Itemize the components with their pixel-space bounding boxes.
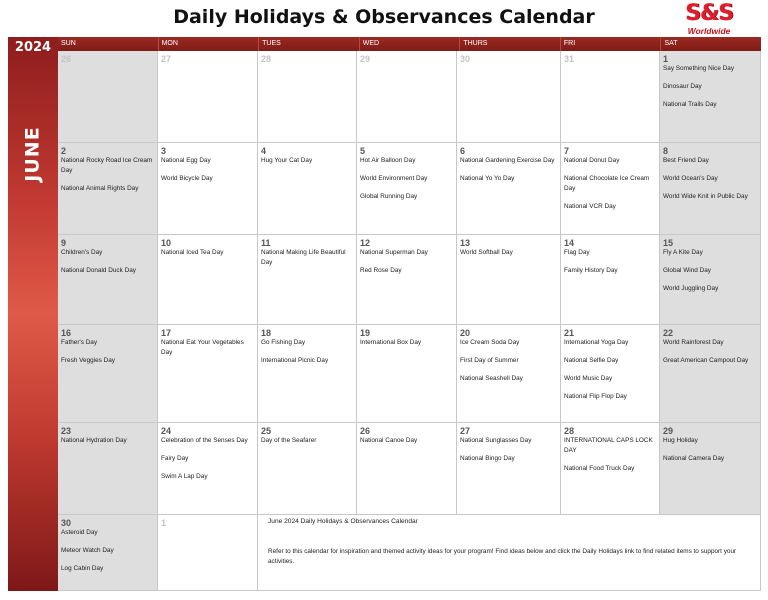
day-cell[interactable] xyxy=(457,423,561,515)
day-cell[interactable] xyxy=(158,423,258,515)
day-number: 5 xyxy=(360,146,366,156)
day-cell[interactable] xyxy=(58,423,158,515)
day-number: 1 xyxy=(663,54,669,64)
day-cell[interactable] xyxy=(58,325,158,423)
day-cell[interactable] xyxy=(357,143,457,235)
day-cell[interactable] xyxy=(561,51,660,143)
day-number: 20 xyxy=(460,328,471,338)
event-item[interactable]: National Donald Duck Day xyxy=(61,267,136,274)
event-item[interactable]: International Box Day xyxy=(360,339,422,346)
event-item[interactable]: National Gardening Exercise Day xyxy=(460,157,555,164)
event-item[interactable]: INTERNATIONAL CAPS LOCK DAY xyxy=(564,437,653,454)
event-item[interactable]: World Bicycle Day xyxy=(161,175,213,182)
weekday-wed: WED xyxy=(360,37,461,51)
event-item[interactable]: National Donut Day xyxy=(564,157,620,164)
day-cell[interactable] xyxy=(58,143,158,235)
year-label: 2024 xyxy=(14,40,52,55)
event-item[interactable]: National Seashell Day xyxy=(460,375,523,382)
day-number: 16 xyxy=(61,328,72,338)
day-cell[interactable] xyxy=(357,325,457,423)
event-item[interactable]: World Environment Day xyxy=(360,175,428,182)
event-item[interactable]: Father's Day xyxy=(61,339,98,346)
info-title: June 2024 Daily Holidays & Observances Calendar xyxy=(268,518,418,525)
event-item[interactable]: Hug Holiday xyxy=(663,437,698,444)
brand-logo[interactable] xyxy=(681,3,737,37)
day-cell[interactable] xyxy=(660,423,761,515)
event-item[interactable]: Celebration of the Senses Day xyxy=(161,437,248,444)
event-item[interactable]: World Juggling Day xyxy=(663,285,719,292)
day-number: 1 xyxy=(161,518,167,528)
day-number: 18 xyxy=(261,328,272,338)
event-item[interactable]: Flag Day xyxy=(564,249,590,256)
event-item[interactable]: National Trails Day xyxy=(663,101,717,108)
day-number: 26 xyxy=(360,426,371,436)
day-number: 17 xyxy=(161,328,172,338)
event-item[interactable]: National Selfie Day xyxy=(564,357,619,364)
day-number: 11 xyxy=(261,238,271,248)
month-label-wrap xyxy=(8,119,58,189)
day-number: 24 xyxy=(161,426,172,436)
event-item[interactable]: National VCR Day xyxy=(564,203,616,210)
day-cell[interactable] xyxy=(357,51,457,143)
day-number: 15 xyxy=(663,238,674,248)
weekday-mon: MON xyxy=(159,37,260,51)
day-number: 31 xyxy=(564,54,575,64)
day-cell[interactable] xyxy=(457,143,561,235)
day-number: 8 xyxy=(663,146,669,156)
event-item[interactable]: National Iced Tea Day xyxy=(161,249,224,256)
day-cell[interactable] xyxy=(158,515,258,591)
day-cell[interactable] xyxy=(457,51,561,143)
day-number: 2 xyxy=(61,146,67,156)
weekday-sat: SAT xyxy=(664,40,678,47)
event-item[interactable]: Hug Your Cat Day xyxy=(261,157,313,164)
day-number: 3 xyxy=(161,146,167,156)
weekday-sun: SUN xyxy=(58,37,159,51)
day-number: 7 xyxy=(564,146,570,156)
event-item[interactable]: First Day of Summer xyxy=(460,357,519,364)
day-number: 27 xyxy=(460,426,471,436)
day-number: 28 xyxy=(261,54,272,64)
event-item[interactable]: National Canoe Day xyxy=(360,437,418,444)
event-item[interactable]: Children's Day xyxy=(61,249,103,256)
day-cell[interactable] xyxy=(258,235,357,325)
day-number: 12 xyxy=(360,238,371,248)
weekday-tues: TUES xyxy=(259,37,360,51)
event-item[interactable]: Fairy Day xyxy=(161,455,189,462)
event-item[interactable]: National Rocky Road Ice Cream Day xyxy=(61,157,153,174)
calendar-grid xyxy=(58,51,761,591)
event-item[interactable]: National Chocolate Ice Cream Day xyxy=(564,175,650,192)
day-cell[interactable] xyxy=(457,235,561,325)
event-item[interactable]: Ice Cream Soda Day xyxy=(460,339,520,346)
logo-subtitle: Worldwide xyxy=(687,26,731,36)
day-cell[interactable] xyxy=(158,325,258,423)
event-item[interactable]: Red Rose Day xyxy=(360,267,402,274)
day-cell[interactable] xyxy=(457,325,561,423)
event-item[interactable]: Fresh Veggies Day xyxy=(61,357,115,364)
day-cell[interactable] xyxy=(561,423,660,515)
event-item[interactable]: Go Fishing Day xyxy=(261,339,306,346)
day-cell[interactable] xyxy=(58,515,158,591)
event-item[interactable]: World Music Day xyxy=(564,375,613,382)
event-item[interactable]: Meteor Watch Day xyxy=(61,547,114,554)
day-number: 13 xyxy=(460,238,471,248)
event-item[interactable]: National Food Truck Day xyxy=(564,465,635,472)
event-item[interactable]: National Eat Your Vegetables Day xyxy=(161,339,244,356)
day-cell[interactable] xyxy=(660,325,761,423)
day-cell[interactable] xyxy=(258,51,357,143)
logo-wordmark: S&S xyxy=(685,1,733,26)
day-cell[interactable] xyxy=(660,235,761,325)
day-number: 27 xyxy=(161,54,172,64)
event-item[interactable]: World Ocean's Day xyxy=(663,175,718,182)
day-cell[interactable] xyxy=(357,423,457,515)
day-cell[interactable] xyxy=(58,235,158,325)
weekday-header xyxy=(58,37,761,51)
day-cell[interactable] xyxy=(258,325,357,423)
event-item[interactable]: Family History Day xyxy=(564,267,618,274)
weekday-thurs: THURS xyxy=(460,37,561,51)
event-item[interactable]: Asteroid Day xyxy=(61,529,98,536)
page-title: Daily Holidays & Observances Calendar xyxy=(173,6,595,28)
event-item[interactable]: National Yo Yo Day xyxy=(460,175,515,182)
event-item[interactable]: National Making Life Beautiful Day xyxy=(261,249,346,266)
event-item[interactable]: Best Friend Day xyxy=(663,157,709,164)
event-item[interactable]: National Hydration Day xyxy=(61,437,127,444)
day-cell[interactable] xyxy=(158,235,258,325)
event-item[interactable]: Say Something Nice Day xyxy=(663,65,735,72)
day-number: 19 xyxy=(360,328,371,338)
event-item[interactable]: National Flip Flop Day xyxy=(564,393,627,400)
event-item[interactable]: Hot Air Balloon Day xyxy=(360,157,416,164)
day-number: 25 xyxy=(261,426,272,436)
day-number: 30 xyxy=(460,54,471,64)
month-label: JUNE xyxy=(22,126,45,182)
event-item[interactable]: World Rainforest Day xyxy=(663,339,724,346)
month-sidebar xyxy=(8,37,58,591)
event-item[interactable]: Dinosaur Day xyxy=(663,83,702,90)
event-item[interactable]: National Bingo Day xyxy=(460,455,515,462)
day-number: 29 xyxy=(360,54,371,64)
event-item[interactable]: Day of the Seafarer xyxy=(261,437,317,444)
day-cell[interactable] xyxy=(561,325,660,423)
event-item[interactable]: Swim A Lap Day xyxy=(161,473,208,480)
event-item[interactable]: National Sunglasses Day xyxy=(460,437,532,444)
event-item[interactable]: National Superman Day xyxy=(360,249,428,256)
calendar-info-panel xyxy=(258,515,761,591)
day-cell[interactable] xyxy=(58,51,158,143)
day-number: 9 xyxy=(61,238,67,248)
day-number: 29 xyxy=(663,426,674,436)
event-item[interactable]: International Yoga Day xyxy=(564,339,629,346)
day-number: 14 xyxy=(564,238,575,248)
event-item[interactable]: Global Running Day xyxy=(360,193,418,200)
event-item[interactable]: Fly A Kite Day xyxy=(663,249,703,256)
info-body: Refer to this calendar for inspiration and themed activity ideas for your program! Find ideas below and click the Daily Holidays link to find related items to support your activities. xyxy=(268,548,737,565)
day-cell[interactable] xyxy=(660,51,761,143)
day-cell[interactable] xyxy=(158,143,258,235)
event-item[interactable]: World Softball Day xyxy=(460,249,513,256)
day-number: 4 xyxy=(261,146,267,156)
day-number: 30 xyxy=(61,518,72,528)
day-number: 6 xyxy=(460,146,466,156)
event-item[interactable]: Global Wind Day xyxy=(663,267,711,274)
event-item[interactable]: Log Cabin Day xyxy=(61,565,104,572)
day-number: 21 xyxy=(564,328,575,338)
day-cell[interactable] xyxy=(258,423,357,515)
event-item[interactable]: National Camera Day xyxy=(663,455,725,462)
day-number: 26 xyxy=(61,54,72,64)
day-cell[interactable] xyxy=(561,235,660,325)
day-number: 23 xyxy=(61,426,72,436)
day-number: 10 xyxy=(161,238,172,248)
event-item[interactable]: Great American Campout Day xyxy=(663,357,749,364)
day-number: 22 xyxy=(663,328,674,338)
event-item[interactable]: World Wide Knit in Public Day xyxy=(663,193,748,200)
weekday-fri: FRI xyxy=(561,37,662,51)
day-cell[interactable] xyxy=(158,51,258,143)
day-cell[interactable] xyxy=(258,143,357,235)
event-item[interactable]: National Animal Rights Day xyxy=(61,185,139,192)
event-item[interactable]: International Picnic Day xyxy=(261,357,329,364)
day-cell[interactable] xyxy=(561,143,660,235)
day-cell[interactable] xyxy=(660,143,761,235)
day-cell[interactable] xyxy=(357,235,457,325)
event-item[interactable]: National Egg Day xyxy=(161,157,211,164)
day-number: 28 xyxy=(564,426,575,436)
